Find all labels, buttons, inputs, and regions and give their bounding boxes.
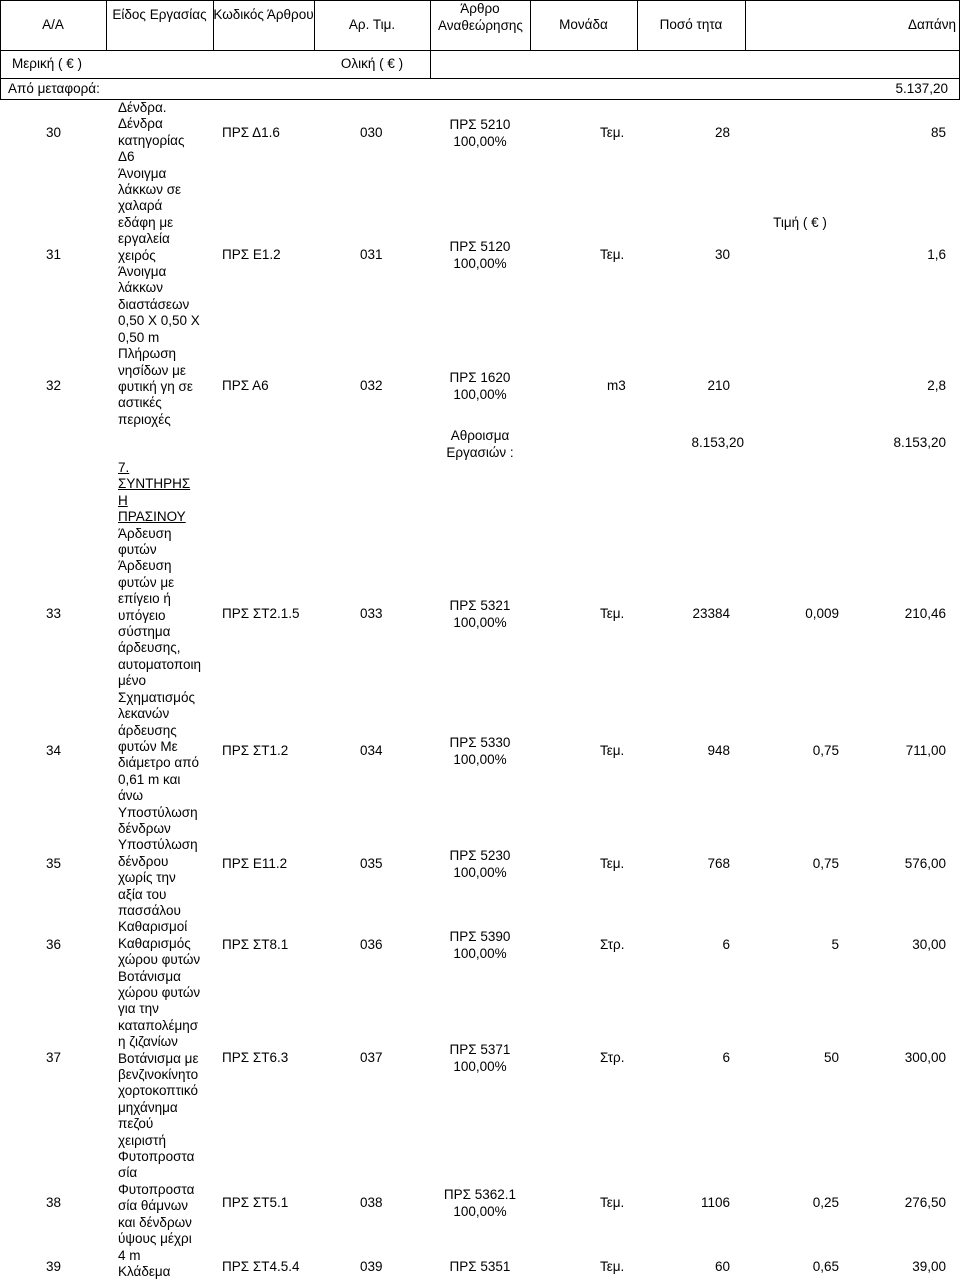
- description-line: διάμετρο από: [118, 755, 200, 771]
- quantity: 768: [707, 856, 730, 871]
- total-overall: 8.153,20: [893, 435, 946, 450]
- unit-price: 50: [823, 1050, 839, 1065]
- description-line: χώρου φυτών: [118, 952, 201, 968]
- description-line: για την: [118, 1001, 159, 1017]
- description-line: περιοχές: [118, 411, 171, 427]
- header-dapani: Δαπάνη: [907, 17, 956, 32]
- description-line: 0,61 m και: [118, 771, 181, 787]
- cost: 711,00: [905, 743, 946, 758]
- description-line: νησίδων με: [118, 362, 186, 378]
- revision-percent: 100,00%: [453, 1059, 507, 1074]
- description-line: Άρδευση: [118, 525, 172, 541]
- unit-price: 0,009: [805, 606, 839, 621]
- section-heading-line: ΣΥΝΤΗΡΗΣ: [118, 476, 191, 492]
- unit: Τεμ.: [600, 856, 625, 871]
- description-line: Σχηματισμός: [118, 689, 195, 705]
- description-line: Δένδρα.: [118, 100, 167, 115]
- row-number: 30: [46, 125, 62, 140]
- unit-price: 0,75: [812, 856, 839, 871]
- revision-article: ΠΡΣ 5362.1: [443, 1187, 517, 1202]
- description-line: η ζιζανίων: [118, 1034, 178, 1050]
- description-line: σία θάμνων: [118, 1198, 189, 1214]
- description-line: φυτών: [118, 542, 157, 558]
- article-code: ΠΡΣ Α6: [222, 378, 269, 393]
- description-line: Άνοιγμα: [118, 264, 167, 280]
- revision-article: ΠΡΣ 5330: [449, 735, 511, 750]
- description-line: αυτοματοποιη: [118, 656, 202, 672]
- description-line: Δ6: [118, 149, 135, 165]
- description-line: πασσάλου: [118, 902, 181, 918]
- article-code: ΠΡΣ ΣΤ1.2: [222, 743, 289, 758]
- revision-article: ΠΡΣ 5390: [449, 929, 511, 944]
- description-line: εδάφη με: [118, 214, 174, 230]
- article-code: ΠΡΣ ΣΤ8.1: [222, 937, 289, 952]
- article-code: ΠΡΣ Δ1.6: [222, 125, 280, 140]
- unit-price: 0,25: [812, 1195, 839, 1210]
- article-code: ΠΡΣ Ε11.2: [222, 856, 288, 871]
- revision-percent: 100,00%: [453, 752, 507, 767]
- unit: Στρ.: [600, 937, 625, 952]
- row-number: 35: [46, 856, 62, 871]
- description-line: και δένδρων: [118, 1214, 192, 1230]
- unit-price: 0,65: [812, 1259, 839, 1274]
- revision-article: ΠΡΣ 5351: [449, 1259, 511, 1274]
- unit: Τεμ.: [600, 247, 625, 262]
- revision-percent: 100,00%: [453, 256, 507, 271]
- description-line: σύστημα: [118, 624, 171, 640]
- article-code: ΠΡΣ ΣΤ4.5.4: [222, 1259, 300, 1274]
- cost: 30,00: [912, 937, 946, 952]
- description-line: ύψους μέχρι: [118, 1231, 192, 1247]
- description-line: 0,50 Χ 0,50 Χ: [118, 313, 200, 329]
- description-line: άρδευσης: [118, 722, 177, 738]
- price-number: 036: [360, 937, 383, 952]
- description-line: λάκκων σε: [118, 182, 182, 198]
- header-divider: [0, 50, 960, 51]
- description-line: κατηγορίας: [118, 132, 185, 148]
- description-line: βενζινοκίνητο: [118, 1067, 199, 1083]
- border-left: [0, 0, 1, 99]
- description-line: Δένδρα: [118, 116, 163, 132]
- cost: 276,50: [904, 1195, 946, 1210]
- revision-article: ΠΡΣ 5371: [449, 1042, 511, 1057]
- cost: 576,00: [904, 856, 946, 871]
- quantity: 30: [714, 247, 730, 262]
- revision-percent: 100,00%: [453, 134, 507, 149]
- description-line: μηχάνημα: [118, 1099, 178, 1115]
- row-number: 37: [46, 1050, 62, 1065]
- description-line: δένδρων: [118, 820, 171, 836]
- revision-percent: 100,00%: [453, 387, 507, 402]
- quantity: 948: [707, 743, 730, 758]
- quantity: 23384: [692, 606, 730, 621]
- description-line: Άρδευση: [118, 558, 172, 574]
- row-number: 32: [46, 378, 62, 393]
- description-line: Υποστύλωση: [118, 804, 198, 820]
- description-line: υπόγειο: [118, 607, 166, 623]
- description-line: Βοτάνισμα με: [118, 1050, 199, 1066]
- revision-article: ΠΡΣ 5230: [449, 848, 511, 863]
- quantity: 6: [722, 937, 730, 952]
- revision-article: ΠΡΣ 5321: [449, 598, 511, 613]
- header-oliki: Ολική ( € ): [340, 56, 404, 71]
- unit: Τεμ.: [600, 743, 625, 758]
- revision-percent: 100,00%: [453, 615, 507, 630]
- price-number: 033: [360, 606, 383, 621]
- carry-label: Από μεταφορά:: [8, 81, 100, 96]
- description-line: Κλάδεμα: [118, 1263, 171, 1279]
- description-line: φυτική γη σε: [118, 378, 193, 394]
- header-timi: Τιμή ( € ): [773, 215, 827, 230]
- row-number: 33: [46, 606, 62, 621]
- unit: m3: [607, 378, 626, 393]
- description-line: Φυτοπροστα: [118, 1181, 195, 1197]
- cost: 85: [930, 125, 946, 140]
- article-code: ΠΡΣ ΣΤ2.1.5: [222, 606, 300, 621]
- section-heading-line: 7.: [118, 460, 130, 475]
- description-line: φυτών με: [118, 574, 175, 590]
- description-line: χωρίς την: [118, 870, 176, 886]
- header-kodikos: Κωδικός Άρθρου: [213, 7, 314, 22]
- work-description-top: [118, 100, 218, 428]
- description-line: χειρός: [118, 247, 156, 263]
- unit: Στρ.: [600, 1050, 625, 1065]
- description-line: μένο: [118, 673, 147, 689]
- section-heading-line: ΠΡΑΣΙΝΟΥ: [118, 509, 186, 525]
- price-number: 039: [360, 1259, 383, 1274]
- header-aa: Α/Α: [42, 17, 64, 32]
- description-line: καταπολέμησ: [118, 1017, 199, 1033]
- header-eidos: Είδος Εργασίας: [112, 7, 207, 22]
- header-meriki: Μερική ( € ): [12, 56, 82, 71]
- cost: 1,6: [927, 247, 946, 262]
- article-code: ΠΡΣ ΣΤ6.3: [222, 1050, 289, 1065]
- quantity: 6: [722, 1050, 730, 1065]
- unit-price: 5: [831, 937, 839, 952]
- revision-article: ΠΡΣ 5120: [449, 239, 511, 254]
- price-number: 034: [360, 743, 383, 758]
- revision-percent: 100,00%: [453, 946, 507, 961]
- description-line: άνω: [118, 788, 144, 804]
- header-ar-tim: Αρ. Τιμ.: [348, 17, 396, 32]
- description-line: επίγειο ή: [118, 591, 171, 607]
- carry-value: 5.137,20: [895, 81, 948, 96]
- revision-percent: 100,00%: [453, 865, 507, 880]
- description-line: χώρου φυτών: [118, 985, 201, 1000]
- cost: 300,00: [904, 1050, 946, 1065]
- unit: Τεμ.: [600, 125, 625, 140]
- unit: Τεμ.: [600, 606, 625, 621]
- unit: Τεμ.: [600, 1259, 625, 1274]
- description-line: λεκανών: [118, 706, 170, 722]
- description-line: Άνοιγμα: [118, 165, 167, 181]
- quantity: 210: [707, 378, 730, 393]
- description-line: Φυτοπροστα: [118, 1149, 195, 1165]
- cost: 39,00: [912, 1259, 946, 1274]
- description-line: Καθαρισμός: [118, 935, 191, 951]
- header-posotita: Ποσό τητα: [659, 17, 723, 32]
- unit: Τεμ.: [600, 1195, 625, 1210]
- description-line: 4 m: [118, 1247, 141, 1263]
- description-line: φυτών Με: [118, 738, 178, 754]
- col-divider: [430, 0, 431, 78]
- price-number: 035: [360, 856, 383, 871]
- revision-percent: 100,00%: [453, 1204, 507, 1219]
- cost: 210,46: [904, 606, 946, 621]
- description-line: χαλαρά: [118, 198, 163, 214]
- price-number: 038: [360, 1195, 383, 1210]
- description-line: Πλήρωση: [118, 346, 177, 362]
- description-line: 0,50 m: [118, 329, 160, 345]
- description-line: αστικές: [118, 395, 162, 411]
- description-line: σία: [118, 1165, 138, 1181]
- row-number: 39: [46, 1259, 62, 1274]
- total-partial: 8.153,20: [691, 435, 744, 450]
- row-number: 36: [46, 937, 62, 952]
- article-code: ΠΡΣ ΣΤ5.1: [222, 1195, 289, 1210]
- price-number: 031: [360, 247, 383, 262]
- description-line: εργαλεία: [118, 231, 170, 247]
- description-line: Βοτάνισμα: [118, 968, 181, 984]
- description-line: πεζού: [118, 1116, 154, 1132]
- price-number: 037: [360, 1050, 383, 1065]
- quantity: 1106: [700, 1195, 730, 1210]
- section-heading-line: Η: [118, 492, 128, 508]
- revision-article: ΠΡΣ 5210: [449, 117, 511, 132]
- header-arthro-anatheorisis: Άρθρο Αναθεώρησης: [438, 1, 523, 33]
- row-number: 34: [46, 743, 62, 758]
- article-code: ΠΡΣ Ε1.2: [222, 247, 281, 262]
- quantity: 60: [714, 1259, 730, 1274]
- price-number: 030: [360, 125, 383, 140]
- description-line: άρδευσης,: [118, 640, 181, 656]
- description-line: Καθαρισμοί: [118, 919, 188, 935]
- description-line: δένδρου: [118, 853, 169, 869]
- description-line: λάκκων: [118, 280, 163, 296]
- total-label: Αθροισμα Εργασιών :: [446, 428, 514, 460]
- header-bottom-divider: [0, 78, 960, 79]
- quantity: 28: [714, 125, 730, 140]
- work-description-bottom: [118, 460, 218, 1280]
- header-monada: Μονάδα: [559, 17, 608, 32]
- row-number: 31: [46, 247, 62, 262]
- price-number: 032: [360, 378, 383, 393]
- description-line: αξία του: [118, 886, 167, 902]
- revision-article: ΠΡΣ 1620: [449, 370, 511, 385]
- description-line: διαστάσεων: [118, 296, 190, 312]
- row-number: 38: [46, 1195, 62, 1210]
- cost: 2,8: [927, 378, 946, 393]
- description-line: χορτοκοπτικό: [118, 1083, 199, 1099]
- unit-price: 0,75: [812, 743, 839, 758]
- description-line: Υποστύλωση: [118, 837, 198, 853]
- description-line: χειριστή: [118, 1132, 166, 1148]
